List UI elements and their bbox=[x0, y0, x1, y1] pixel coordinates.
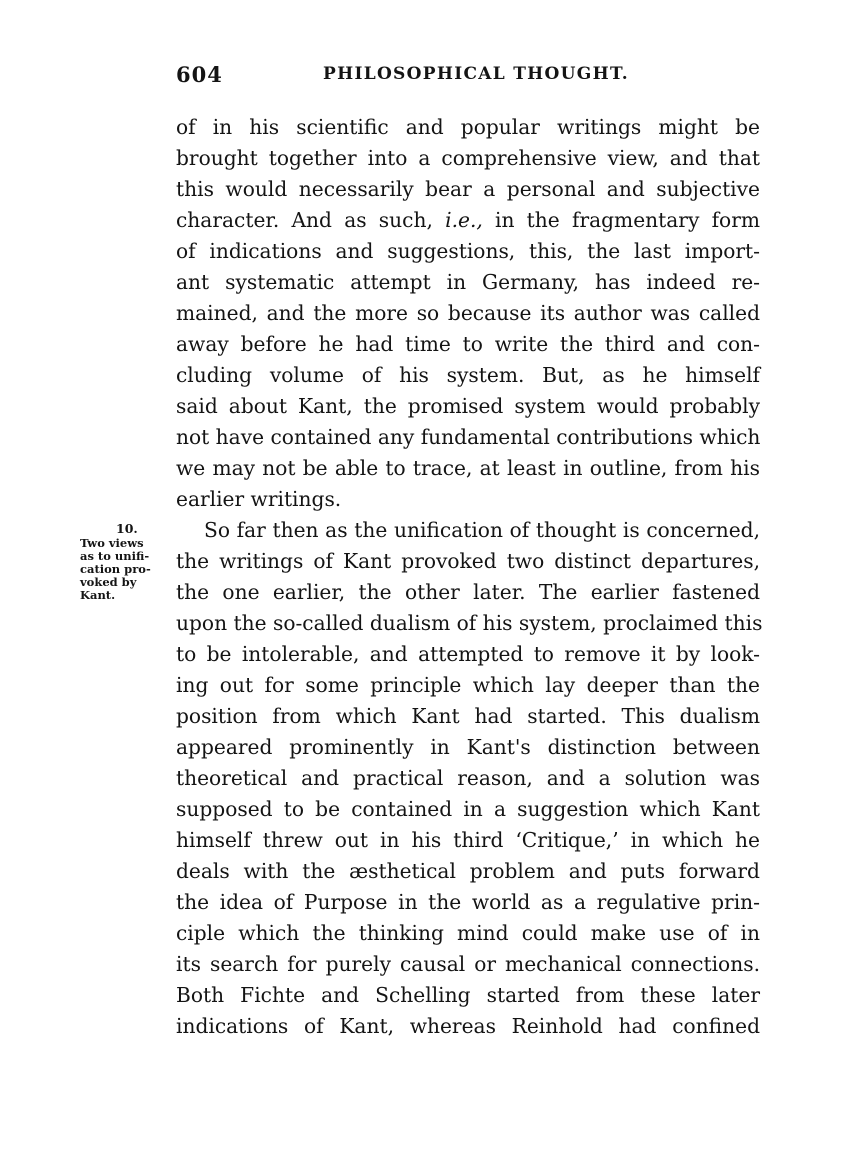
text-line: appeared prominently in Kant's distinction between bbox=[176, 735, 760, 759]
text-line: mained, and the more so because its author was called bbox=[176, 301, 760, 325]
text-line: ing out for some principle which lay deeper than the bbox=[176, 673, 760, 697]
text-line: himself threw out in his third ‘Critique,’ in which he bbox=[176, 828, 760, 852]
text-line: supposed to be contained in a suggestion which Kant bbox=[176, 797, 760, 821]
text-line: away before he had time to write the third and con- bbox=[176, 332, 760, 356]
text-line: brought together into a comprehensive view, and that bbox=[176, 146, 760, 170]
text-line: to be intolerable, and attempted to remove it by look- bbox=[176, 642, 760, 666]
text-line: ciple which the thinking mind could make use of in bbox=[176, 921, 760, 945]
text-line: upon the so-called dualism of his system, proclaimed this bbox=[176, 611, 763, 635]
margin-note bbox=[80, 522, 158, 602]
text-line: the idea of Purpose in the world as a regulative prin- bbox=[176, 890, 760, 914]
running-title: PHILOSOPHICAL THOUGHT. bbox=[323, 64, 629, 84]
text-line: we may not be able to trace, at least in outline, from his bbox=[176, 456, 760, 480]
text-line: this would necessarily bear a personal and subjective bbox=[176, 177, 760, 201]
text-line: theoretical and practical reason, and a solution was bbox=[176, 766, 760, 790]
text-line: of in his scientific and popular writings might be bbox=[176, 115, 760, 139]
margin-note-line: cation pro- bbox=[80, 562, 151, 576]
text-line: position from which Kant had started. This dualism bbox=[176, 704, 760, 728]
text-line: said about Kant, the promised system would probably bbox=[176, 394, 760, 418]
paragraph-start-line: So far then as the unification of thought is concerned, bbox=[204, 518, 760, 542]
text-line: character. And as such, i.e., in the fragmentary form bbox=[176, 208, 760, 232]
text-line: not have contained any fundamental contributions which bbox=[176, 425, 761, 449]
margin-note-line: voked by bbox=[80, 575, 137, 589]
text-line: cluding volume of his system. But, as he himself bbox=[176, 363, 760, 387]
text-line: Both Fichte and Schelling started from these later bbox=[176, 983, 760, 1007]
margin-note-line: Two views bbox=[80, 536, 144, 550]
margin-note-line: as to unifi- bbox=[80, 549, 150, 563]
text-line: indications of Kant, whereas Reinhold had confined bbox=[176, 1014, 760, 1038]
running-head bbox=[176, 62, 760, 90]
text-line: the one earlier, the other later. The earlier fastened bbox=[176, 580, 760, 604]
text-line: deals with the æsthetical problem and puts forward bbox=[176, 859, 760, 883]
page-number: 604 bbox=[176, 62, 223, 87]
margin-note-number: 10. bbox=[116, 521, 138, 536]
text-line: of indications and suggestions, this, the last import- bbox=[176, 239, 760, 263]
text-line: its search for purely causal or mechanical connections. bbox=[176, 952, 760, 976]
margin-note-line: Kant. bbox=[80, 588, 116, 602]
paragraph-end-line: earlier writings. bbox=[176, 487, 342, 511]
body-text bbox=[176, 112, 763, 1042]
text-line: ant systematic attempt in Germany, has indeed re- bbox=[176, 270, 760, 294]
text-line: the writings of Kant provoked two distinct departures, bbox=[176, 549, 760, 573]
